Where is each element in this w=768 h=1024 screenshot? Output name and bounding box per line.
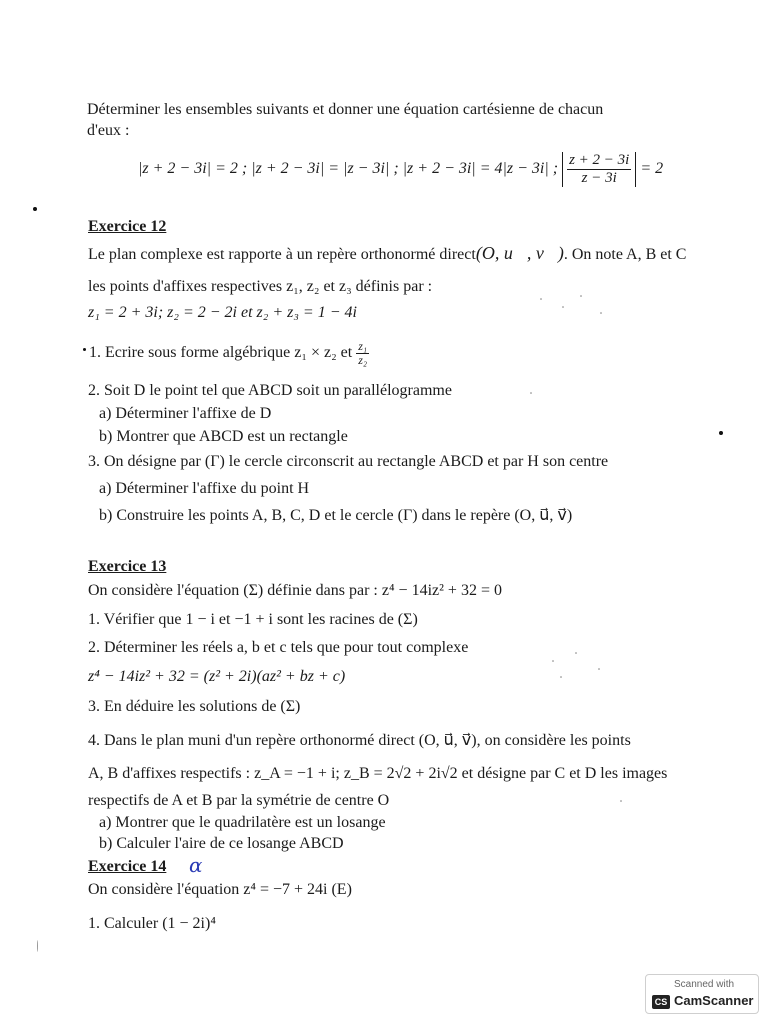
ex12-q1-text: 1. Ecrire sous forme algébrique z₁ × z₂ et xyxy=(89,344,353,361)
equation-c: |z + 2 − 3i| = 4|z − 3i| ; xyxy=(402,160,559,178)
ex12-p1-end: . On note A, B et C xyxy=(563,246,687,263)
intro-line-1: Déterminer les ensembles suivants et donner une équation cartésienne de chacun xyxy=(87,101,604,118)
repere-notation: (O, u⃗, v⃗) xyxy=(475,243,564,263)
equation-d-fraction xyxy=(562,152,636,187)
ex12-question-3b: b) Construire les points A, B, C, D et le cercle (Γ) dans le repère (O, u⃗, v⃗) xyxy=(99,507,573,524)
scan-dot xyxy=(33,207,37,211)
scan-speck xyxy=(560,676,562,678)
equation-a: |z + 2 − 3i| = 2 ; xyxy=(138,160,248,178)
ex12-question-1 xyxy=(89,336,369,370)
scan-speck xyxy=(580,295,582,297)
ex13-question-4a: a) Montrer que le quadrilatère est un losange xyxy=(99,814,386,831)
scanned-with-label: Scanned with xyxy=(674,979,735,990)
scan-speck xyxy=(600,312,602,314)
scan-speck xyxy=(620,800,622,802)
ex13-question-4b: b) Calculer l'aire de ce losange ABCD xyxy=(99,835,344,852)
camscanner-watermark xyxy=(645,974,759,1014)
equation-d-denominator: z − 3i xyxy=(581,170,617,186)
intro-line-2: d'eux : xyxy=(87,122,130,139)
ex12-question-3: 3. On désigne par (Γ) le cercle circonscrit au rectangle ABCD et par H son centre xyxy=(88,453,609,470)
equation-b: |z + 2 − 3i| = |z − 3i| ; xyxy=(251,160,399,178)
ex13-question-3: 3. En déduire les solutions de (Σ) xyxy=(88,698,301,715)
scan-speck xyxy=(562,306,564,308)
handwritten-alpha-mark: α xyxy=(189,853,203,877)
ex12-q1-fraction xyxy=(356,340,369,367)
ex13-question-2: 2. Déterminer les réels a, b et c tels que pour tout complexe xyxy=(88,639,469,656)
equation-d-rhs: = 2 xyxy=(640,160,664,178)
exercise-12-title: Exercice 12 xyxy=(88,218,167,235)
intro-equations xyxy=(138,152,663,187)
ex13-paragraph-1: On considère l'équation (Σ) définie dans par : z⁴ − 14iz² + 32 = 0 xyxy=(88,582,502,599)
scan-dot xyxy=(719,431,723,435)
fraction-denominator: z₂ xyxy=(358,352,368,367)
ex12-question-2b: b) Montrer que ABCD est un rectangle xyxy=(99,428,348,445)
camscanner-logo-icon: CS xyxy=(652,995,670,1009)
scan-speck xyxy=(575,652,577,654)
ex12-definitions: z₁ = 2 + 3i; z₂ = 2 − 2i et z₂ + z₃ = 1 − 4i xyxy=(88,304,357,321)
ex13-question-4-line-2: A, B d'affixes respectifs : z_A = −1 + i; z_B = 2√2 + 2i√2 et désigne par C et D les images xyxy=(88,765,668,782)
scan-edge-mark xyxy=(37,940,38,952)
ex12-question-2: 2. Soit D le point tel que ABCD soit un parallélogramme xyxy=(88,382,452,399)
ex13-question-2-equation: z⁴ − 14iz² + 32 = (z² + 2i)(az² + bz + c) xyxy=(88,668,346,685)
ex12-question-2a: a) Déterminer l'affixe de D xyxy=(99,405,272,422)
ex12-question-3a: a) Déterminer l'affixe du point H xyxy=(99,480,310,497)
ex12-paragraph-1 xyxy=(88,243,686,265)
exercise-14-title: Exercice 14 xyxy=(88,858,167,875)
ex12-p1-text: Le plan complexe est rapporte à un repère orthonormé direct xyxy=(88,246,476,263)
scan-dot xyxy=(83,348,86,351)
exercise-13-title: Exercice 13 xyxy=(88,558,167,575)
equation-d-numerator: z + 2 − 3i xyxy=(569,152,630,168)
ex13-question-1: 1. Vérifier que 1 − i et −1 + i sont les racines de (Σ) xyxy=(88,611,418,628)
scan-speck xyxy=(540,298,542,300)
ex14-paragraph-1: On considère l'équation z⁴ = −7 + 24i (E) xyxy=(88,881,352,898)
scan-speck xyxy=(530,392,532,394)
ex13-question-4: 4. Dans le plan muni d'un repère orthonormé direct (O, u⃗, v⃗), on considère les points xyxy=(88,732,631,749)
scan-speck xyxy=(552,660,554,662)
camscanner-brand: CamScanner xyxy=(674,993,754,1008)
fraction-numerator: z₁ xyxy=(358,338,368,353)
ex13-question-4-line-3: respectifs de A et B par la symétrie de centre O xyxy=(88,792,390,809)
ex14-question-1: 1. Calculer (1 − 2i)⁴ xyxy=(88,915,216,932)
ex12-paragraph-2: les points d'affixes respectives z₁, z₂ et z₃ définis par : xyxy=(88,278,433,295)
scan-speck xyxy=(598,668,600,670)
